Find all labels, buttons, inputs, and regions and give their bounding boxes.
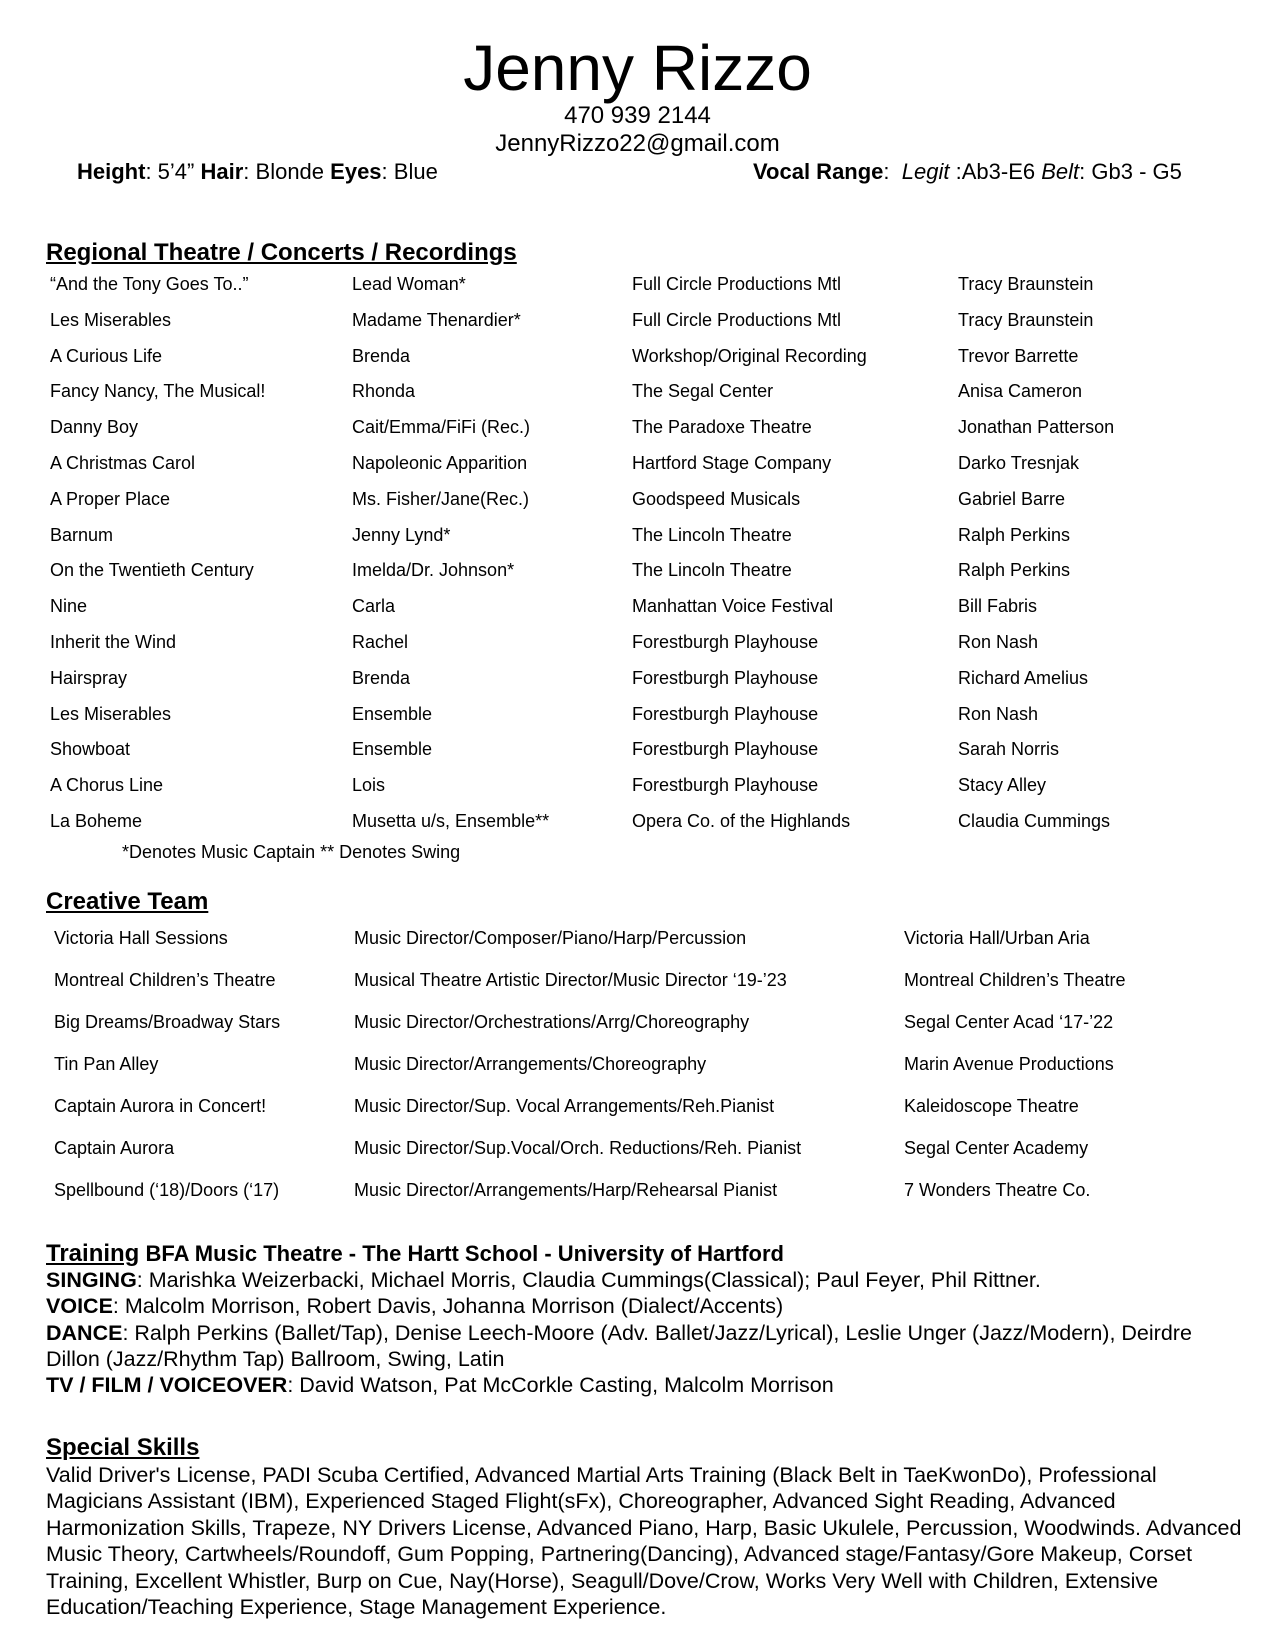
- credit-director: Ralph Perkins: [958, 524, 1071, 545]
- credit-director: Stacy Alley: [958, 775, 1047, 796]
- creative-role: Musical Theatre Artistic Director/Music Director ‘19-’23: [354, 970, 787, 990]
- regional-credit-row: [0, 487, 1275, 519]
- regional-credit-row: [0, 773, 1275, 805]
- tv-label: TV / FILM / VOICEOVER: [46, 1373, 288, 1398]
- credit-director: Ron Nash: [958, 703, 1039, 724]
- dance-text: : Ralph Perkins (Ballet/Tap), Denise Leech-Moore (Adv. Ballet/Jazz/Lyrical), Leslie Unger (Jazz/Modern), Deirdre Dillon (Jazz/Rhythm Tap) Ballroom, Swing, Latin: [46, 1320, 1192, 1371]
- credit-show: Danny Boy: [50, 417, 139, 438]
- credit-show: Showboat: [50, 739, 131, 760]
- credit-show: Nine: [50, 596, 88, 617]
- credit-director: Sarah Norris: [958, 739, 1060, 760]
- voice-text: : Malcolm Morrison, Robert Davis, Johanna Morrison (Dialect/Accents): [112, 1294, 784, 1319]
- hair-label: Hair: [200, 159, 244, 184]
- credit-show: Fancy Nancy, The Musical!: [50, 381, 266, 402]
- skills-section-title: Special Skills: [46, 1434, 200, 1461]
- belt-label: Belt: [1041, 159, 1080, 184]
- creative-role: Music Director/Orchestrations/Arrg/Choreography: [354, 1012, 750, 1032]
- creative-org: Marin Avenue Productions: [904, 1054, 1114, 1074]
- training-voice: [46, 1293, 1246, 1319]
- creative-credit-row: [0, 926, 1275, 958]
- credit-show: A Chorus Line: [50, 775, 164, 796]
- credit-director: Jonathan Patterson: [958, 417, 1115, 438]
- credit-company: Full Circle Productions Mtl: [632, 274, 842, 294]
- eyes-value: : Blue: [381, 159, 438, 184]
- credit-director: Gabriel Barre: [958, 488, 1066, 509]
- credit-company: Manhattan Voice Festival: [632, 596, 834, 617]
- credit-show: “And the Tony Goes To..”: [50, 274, 249, 294]
- credit-company: The Paradoxe Theatre: [632, 417, 812, 438]
- credit-role: Carla: [352, 596, 396, 617]
- regional-credit-row: [0, 630, 1275, 662]
- credit-show: Les Miserables: [50, 703, 172, 724]
- creative-role: Music Director/Arrangements/Harp/Rehearsal Pianist: [354, 1180, 778, 1200]
- credit-show: A Proper Place: [50, 488, 171, 509]
- training-header: [46, 1240, 784, 1268]
- regional-section-title: Regional Theatre / Concerts / Recordings: [46, 239, 517, 266]
- creative-project: Spellbound (‘18)/Doors (‘17): [54, 1180, 280, 1200]
- email-address: JennyRizzo22@gmail.com: [495, 130, 780, 157]
- regional-credit-row: [0, 272, 1275, 304]
- creative-project: Victoria Hall Sessions: [54, 928, 228, 948]
- training-dance: [46, 1320, 1246, 1373]
- creative-credit-row: [0, 1094, 1275, 1126]
- credit-role: Imelda/Dr. Johnson*: [352, 560, 515, 581]
- credit-company: Workshop/Original Recording: [632, 345, 867, 366]
- tv-text: : David Watson, Pat McCorkle Casting, Malcolm Morrison: [287, 1373, 834, 1398]
- creative-project: Tin Pan Alley: [54, 1054, 159, 1074]
- credit-company: Full Circle Productions Mtl: [632, 309, 842, 330]
- regional-credit-row: [0, 451, 1275, 483]
- regional-credit-row: [0, 809, 1275, 841]
- credit-role: Lois: [352, 775, 386, 796]
- creative-credit-row: [0, 1010, 1275, 1042]
- hair-value: : Blonde: [243, 159, 325, 184]
- creative-project: Big Dreams/Broadway Stars: [54, 1012, 281, 1032]
- credit-role: Ms. Fisher/Jane(Rec.): [352, 488, 530, 509]
- credit-show: La Boheme: [50, 811, 143, 831]
- regional-credit-row: [0, 308, 1275, 340]
- physical-stats: [77, 158, 438, 186]
- singing-text: : Marishka Weizerbacki, Michael Morris, Claudia Cummings(Classical); Paul Feyer, Phil Rittner.: [136, 1268, 1041, 1292]
- legit-label: Legit: [901, 159, 950, 184]
- regional-credit-row: [0, 415, 1275, 447]
- regional-credit-row: [0, 666, 1275, 698]
- creative-credit-row: [0, 1052, 1275, 1084]
- creative-role: Music Director/Sup.Vocal/Orch. Reductions/Reh. Pianist: [354, 1138, 802, 1158]
- creative-project: Montreal Children’s Theatre: [54, 970, 276, 990]
- credit-role: Napoleonic Apparition: [352, 453, 528, 473]
- creative-project: Captain Aurora in Concert!: [54, 1096, 267, 1116]
- credit-company: The Lincoln Theatre: [632, 524, 792, 545]
- credit-role: Brenda: [352, 667, 411, 688]
- height-value: : 5’4”: [145, 159, 195, 184]
- vocal-range-sep: :: [883, 159, 890, 184]
- credits-footnote: *Denotes Music Captain ** Denotes Swing: [122, 842, 461, 862]
- credit-role: Musetta u/s, Ensemble**: [352, 811, 550, 831]
- credit-company: The Lincoln Theatre: [632, 560, 792, 581]
- regional-credit-row: [0, 594, 1275, 626]
- regional-credit-row: [0, 558, 1275, 590]
- credit-role: Rachel: [352, 632, 409, 652]
- credit-director: Trevor Barrette: [958, 345, 1079, 366]
- credit-director: Tracy Braunstein: [958, 274, 1094, 294]
- training-details: [46, 1267, 1246, 1398]
- credit-company: Forestburgh Playhouse: [632, 703, 819, 724]
- credit-company: Forestburgh Playhouse: [632, 632, 819, 652]
- regional-credit-row: [0, 737, 1275, 769]
- creative-role: Music Director/Composer/Piano/Harp/Percussion: [354, 928, 747, 948]
- creative-role: Music Director/Arrangements/Choreography: [354, 1054, 707, 1074]
- creative-org: Victoria Hall/Urban Aria: [904, 928, 1090, 948]
- vocal-range: [753, 158, 1182, 186]
- voice-label: VOICE: [46, 1294, 113, 1319]
- training-degree: BFA Music Theatre - The Hartt School - University of Hartford: [139, 1241, 784, 1266]
- height-label: Height: [77, 159, 146, 184]
- credit-company: Forestburgh Playhouse: [632, 739, 819, 760]
- credit-role: Lead Woman*: [352, 274, 466, 294]
- credit-role: Cait/Emma/FiFi (Rec.): [352, 417, 531, 438]
- creative-org: Montreal Children’s Theatre: [904, 970, 1126, 990]
- skills-text: Valid Driver's License, PADI Scuba Certified, Advanced Martial Arts Training (Black Belt in TaeKwonDo), Professional Magicians Assistant (IBM), Experienced Staged Flight(sFx), Choreographer, Advanced Sight Reading, Advanced Harmonization Skills, Trapeze, NY Drivers License, Advanced Piano, Harp, Basic Ukulele, Percussion, Woodwinds. Advanced Music Theory, Cartwheels/Roundoff, Gum Popping, Partnering(Dancing), Advanced stage/Fantasy/Gore Makeup, Corset Training, Excellent Whistler, Burp on Cue, Nay(Horse), Seagull/Dove/Crow, Works Very Well with Children, Extensive Education/Teaching Experience, Stage Management Experience.: [46, 1463, 1242, 1620]
- vocal-range-label: Vocal Range: [753, 159, 884, 184]
- eyes-label: Eyes: [330, 159, 382, 184]
- creative-org: 7 Wonders Theatre Co.: [904, 1180, 1091, 1200]
- credit-director: Tracy Braunstein: [958, 309, 1094, 330]
- credit-show: Les Miserables: [50, 309, 172, 330]
- phone-number: 470 939 2144: [564, 102, 711, 129]
- credit-role: Brenda: [352, 345, 411, 366]
- credit-show: On the Twentieth Century: [50, 560, 254, 581]
- credit-show: Barnum: [50, 524, 114, 545]
- credit-director: Anisa Cameron: [958, 381, 1083, 402]
- creative-project: Captain Aurora: [54, 1138, 175, 1158]
- creative-credit-row: [0, 968, 1275, 1000]
- creative-section-title: Creative Team: [46, 888, 209, 915]
- credit-company: Hartford Stage Company: [632, 453, 832, 473]
- credit-company: Goodspeed Musicals: [632, 488, 801, 509]
- singing-label: SINGING: [46, 1268, 137, 1292]
- belt-value: : Gb3 - G5: [1079, 159, 1182, 184]
- training-tv: [46, 1372, 1246, 1398]
- creative-role: Music Director/Sup. Vocal Arrangements/Reh.Pianist: [354, 1096, 775, 1116]
- credit-role: Ensemble: [352, 739, 433, 760]
- regional-credit-row: [0, 702, 1275, 734]
- creative-credit-row: [0, 1136, 1275, 1168]
- training-title: Training: [46, 1240, 140, 1267]
- credit-role: Ensemble: [352, 703, 433, 724]
- credit-show: A Curious Life: [50, 345, 163, 366]
- credit-director: Bill Fabris: [958, 596, 1038, 617]
- credit-role: Jenny Lynd*: [352, 524, 451, 545]
- credit-director: Richard Amelius: [958, 667, 1089, 688]
- credit-company: Forestburgh Playhouse: [632, 667, 819, 688]
- credit-director: Claudia Cummings: [958, 811, 1111, 831]
- creative-credit-row: [0, 1178, 1275, 1210]
- dance-label: DANCE: [46, 1320, 123, 1345]
- credit-director: Darko Tresnjak: [958, 453, 1080, 473]
- regional-credit-row: [0, 379, 1275, 411]
- credit-show: A Christmas Carol: [50, 453, 196, 473]
- training-singing: [46, 1267, 1246, 1293]
- credit-director: Ron Nash: [958, 632, 1039, 652]
- regional-credit-row: [0, 344, 1275, 376]
- credit-company: Forestburgh Playhouse: [632, 775, 819, 796]
- credit-role: Madame Thenardier*: [352, 309, 521, 330]
- credit-show: Hairspray: [50, 667, 128, 688]
- credit-show: Inherit the Wind: [50, 632, 177, 652]
- applicant-name: Jenny Rizzo: [463, 32, 812, 104]
- credit-company: Opera Co. of the Highlands: [632, 811, 851, 831]
- creative-org: Segal Center Acad ‘17-’22: [904, 1012, 1114, 1032]
- legit-value: :Ab3-E6: [949, 159, 1036, 184]
- credit-director: Ralph Perkins: [958, 560, 1071, 581]
- creative-org: Kaleidoscope Theatre: [904, 1096, 1079, 1116]
- credit-company: The Segal Center: [632, 381, 774, 402]
- creative-org: Segal Center Academy: [904, 1138, 1089, 1158]
- regional-credit-row: [0, 523, 1275, 555]
- credit-role: Rhonda: [352, 381, 416, 402]
